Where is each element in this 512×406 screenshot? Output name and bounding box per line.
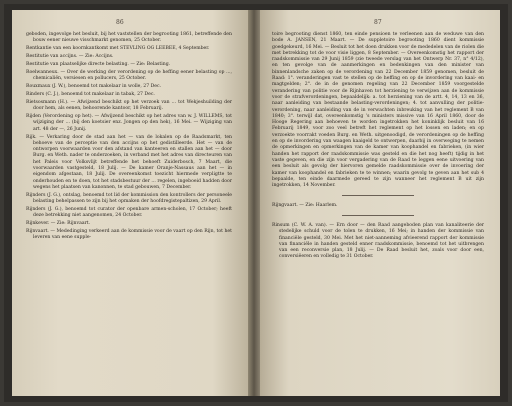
left-page-text bbox=[26, 32, 232, 243]
body-paragraph: toire begrooting dienst 1860, ten einde pensioen te verleenen aan de weduwe van den bode A. JANSEN, 21 Maart. — De suppletoire begrooting 1860 dient kommissie goedgekeurd, 16 Mei. — Besluit tot het doen drukken voor de mededelen van de riolen die met betrekking tot de voor visie liggen, 8 September. — Overeenkomstig het rapport der raadskommissie van 29 Junij 1859 (zie tweede verslag van het Ontwerp Nr. 37, n° 4/12), en ten gevolge van de aanmerkingen en bedenkingen van den minister van binnenlandsche zaken op de verordening van 22 December 1859 genomen, besluit de Raad: 1°. veranderingen vast te stellen op de heffing en op de invordering van kaai- en magtgelden; 2°. de in de genomen regeling van 22 December 1859 voorgestelde verandering van politie voor de Rijnhaven tot herziening te verwijzen aan de kommissie voor de strafverordeningen, bepaaldelijk: a. tot herziening van de artt. 4, 14, 13 en 36, naar aanleiding van bestaande belasting-verordeningen; 4. tot aanvulling der politie-verordening, naar aanleiding van de in verwachten inbreuking van het reglement B van 1840; 3°. terwijl dat, overeenkomstig 's ministers missive van 16 April 1860, door de Hooge Regering aan behoeven te worden ingetrokken het koninklijk besluit van 16 Februarij 1849, voor zoo veel betreft het reglement op het lossen en laden; en op verzoekte voorrakt voeden Burg. en Weth. uitgenoodigd, de verordeningen op de heffing en op de invordering van waagen kaaigeld te ontwerpen, daarbij in overweging te nemen de opmerkingen en opmerkingen van de kamer van koophandel en fabrieken, (in wier handen het rapport der raadskommissie was gesteld en die het nog heeft) tijdig in het vaste gegeven, en die zijn voor vergadering van de Raad te leggen eene uitvoering van een besluit als gevolg der hiervoren gemelde raadskommissie over de invoering der kamer van koophandel en fabrieken te te winnen; waarin gevolg te geven aan het sub 4 bepaalde, ten einde daarmede gereed te zijn wanneer het reglement B uit zijn ingetrokken, 14 November. bbox=[272, 32, 484, 189]
index-entry: Rijngvaart. — Zie: Haarlem. bbox=[272, 203, 338, 209]
left-page bbox=[12, 10, 248, 396]
book-gutter bbox=[248, 10, 260, 396]
index-entry: Rinders (C. J.), benoemd tot makelaar in tabak, 27 Dec. bbox=[26, 91, 155, 97]
index-entry: Rijden (Verordening op het). — Afwijzend beschikt op het adres van w. J. WILLEMS, tot wijziging der ... (bij den koetsier enz. Jongen op den hek), 16 Mei. — Wijziging van art. 48 der —, 26 Junij. bbox=[26, 114, 232, 132]
index-entry: Rouxmaux (J. W.), benoemd tot makelaar in wolle, 27 Dec. bbox=[26, 84, 162, 90]
index-entry: Roelwanneux. — Over de werking der verordening op de heffing eener belasting op ..., chemicaliën, versiesen en pollucers, 25 October. bbox=[26, 69, 232, 82]
right-page-number: 87 bbox=[374, 19, 382, 26]
right-page-text bbox=[272, 32, 484, 262]
left-page-number: 86 bbox=[116, 19, 124, 26]
right-page bbox=[260, 10, 500, 396]
index-entry: Rijk. — Verkaring door de stad aan het — van de lokalen op de Raadsmarkt, ten behoeve van de perceptie van den accijns op het gedistilleerde. Het — van de ontworpen voorwaarden voor den afstand van kanteeren en stallen aan het — door Burg. en Weth. nader te onderzoeken, in verband met het adres van directeuren van het Paleis voor Volksvlijt betreffende het behoeft Zuiderbosch, 7 Maart, die voorwaarden vastgesteld, 18 Julij. — De kamer Oranje-Nassaus aan het — in eigendom afgestaan, 18 Julij. De overeenkomst toezicht hiermede verpligtte te onderhouden en te doen, tot het stadsbestuur der ... regelen, ingeboeid hadden door wegens het plaatsen van kanonnen, te stad gebouwen, 7 December. bbox=[26, 134, 232, 190]
separator-rule bbox=[342, 215, 414, 216]
index-entry: Rinsum (C. W. A. van). — Ern door — den Raad aangeboden plan van kanaliteerie der stedelijke schuld voor de tolen te drukken, 16 Mei; in handen der kommissie van financiële gesteld, 30 Mei. Met het niet-aanneming afvieerend rapport der kommissie van financiële in handen gesteld enner raadskommissie, benoemd tot het uitbrengen van een reconversie plan, 18 Julij. — De Raad besluit het, zoals voor door een, conversiëeren en volledig te 31 October. bbox=[272, 222, 484, 260]
index-entry: Rijnkever. — Zie: Rijnvaart. bbox=[26, 221, 91, 227]
index-entry: geboden, ingevolge het besluit, bij het vaststellen der begrooting 1861, betreffende den bouw eener nieuwe visschmarkt genomen, 25 October. bbox=[26, 32, 232, 44]
index-entry: Rijnders (J. G.), benoemd tot curator der openbare armen-scholen, 17 October; heeft deze betrekking niet aangenomen, 24 October. bbox=[26, 206, 232, 219]
open-book bbox=[4, 4, 508, 402]
index-entry: Rentkantie van een koornkantkomt met STEVLING OG LEEBEE, 4 September. bbox=[26, 46, 210, 52]
index-entry: Restitutie van accijns. — Zie: Accijns. bbox=[26, 54, 114, 60]
index-entry: Restitutie van plaatselijke directe belasting. — Zie: Belasting. bbox=[26, 61, 171, 67]
index-entry: Rietsosmann (H.). — Afwijzend beschikt op het verzoek van ... tot Wekjeshuilding der door hem, als eenen, behoorende kantoor, 18 Februarij. bbox=[26, 99, 232, 112]
index-entry: Rijnders (J. G.), ontslag, benoemd tot lid der kommission den kontrollers der personeele belasting behelpassen te zijn bij het opmaken der hoofdregistepaltizen, 29 April. bbox=[26, 192, 232, 205]
separator-rule bbox=[342, 195, 414, 196]
index-entry: Rijnvaart. — Mededinging verkeerd aan de kommissie voor de vaart op den Rijn, tot het leveren van eene supple- bbox=[26, 229, 232, 241]
